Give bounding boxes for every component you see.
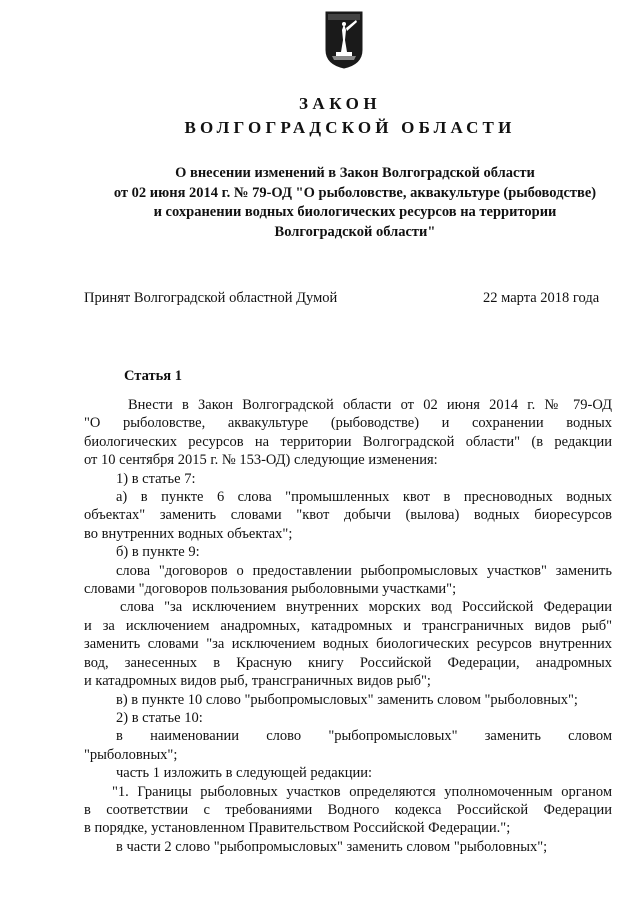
subtitle-line: О внесении изменений в Закон Волгоградской области: [175, 165, 535, 181]
body-line: в) в пункте 10 слово "рыбопромысловых" заменить словом "рыболовных";: [116, 691, 578, 708]
body-line: "рыболовных";: [84, 746, 178, 763]
body-line: и катадромных видов рыб, трансграничных видов рыб";: [84, 673, 431, 690]
body-line: 1) в статье 7:: [116, 470, 196, 487]
body-line: слова "договоров о предоставлении рыбопромысловых участков" заменить: [116, 562, 612, 579]
body-line: "О рыболовстве, аквакультуре (рыбоводстве) и сохранении водных: [84, 415, 612, 432]
body-line: в части 2 слово "рыбопромысловых" заменить словом "рыболовных";: [116, 838, 548, 855]
article-heading: Статья 1: [124, 368, 182, 384]
subtitle-line: от 02 июня 2014 г. № 79-ОД "О рыболовстве, аквакультуре (рыбоводстве): [113, 184, 597, 201]
adoption-date: 22 марта 2018 года: [483, 290, 600, 306]
body-line: а) в пункте 6 слова "промышленных квот в пресноводных водных: [116, 489, 612, 506]
body-line: Внести в Закон Волгоградской области от 02 июня 2014 г. № 79-ОД: [128, 397, 612, 413]
law-subtitle: [60, 164, 640, 242]
body-line: "1. Границы рыболовных участков определяются уполномоченным органом: [112, 783, 612, 800]
body-line: во внутренних водных объектах";: [84, 525, 293, 542]
body-line: слова "за исключением внутренних морских вод Российской Федерации: [120, 599, 612, 616]
region-title: ВОЛГОГРАДСКОЙ ОБЛАСТИ: [184, 118, 516, 137]
body-line: от 10 сентября 2015 г. № 153-ОД) следующие изменения:: [84, 452, 438, 469]
adopted-by: Принят Волгоградской областной Думой: [84, 290, 338, 306]
body-line: и за исключением анадромных, катадромных и трансграничных видов рыб": [84, 617, 612, 634]
body-line: часть 1 изложить в следующей редакции:: [116, 765, 373, 782]
subtitle-line: Волгоградской области": [274, 223, 436, 240]
body-line: вод, занесенных в Красную книгу Российской Федерации, анадромных: [84, 654, 612, 671]
law-title: ЗАКОН: [298, 94, 382, 113]
body-line: в порядке, установленном Правительством Российской Федерации.";: [84, 820, 511, 837]
body-line: б) в пункте 9:: [116, 544, 200, 561]
article-body: [84, 396, 612, 856]
subtitle-line: и сохранении водных биологических ресурсов на территории: [153, 204, 557, 220]
body-line: словами "договоров пользования рыболовными участками";: [84, 581, 457, 598]
coat-of-arms-icon: [324, 10, 364, 70]
body-line: 2) в статье 10:: [116, 709, 203, 726]
body-line: заменить словами "за исключением водных биологических ресурсов внутренних: [84, 636, 612, 653]
body-line: биологических ресурсов на территории Волгоградской области" (в редакции: [84, 433, 612, 450]
body-line: объектах" заменить словами "квот добычи (вылова) водных биоресурсов: [84, 507, 612, 524]
body-line: в соответствии с требованиями Водного кодекса Российской Федерации: [84, 801, 612, 818]
body-line: в наименовании слово "рыбопромысловых" заменить словом: [116, 728, 612, 745]
